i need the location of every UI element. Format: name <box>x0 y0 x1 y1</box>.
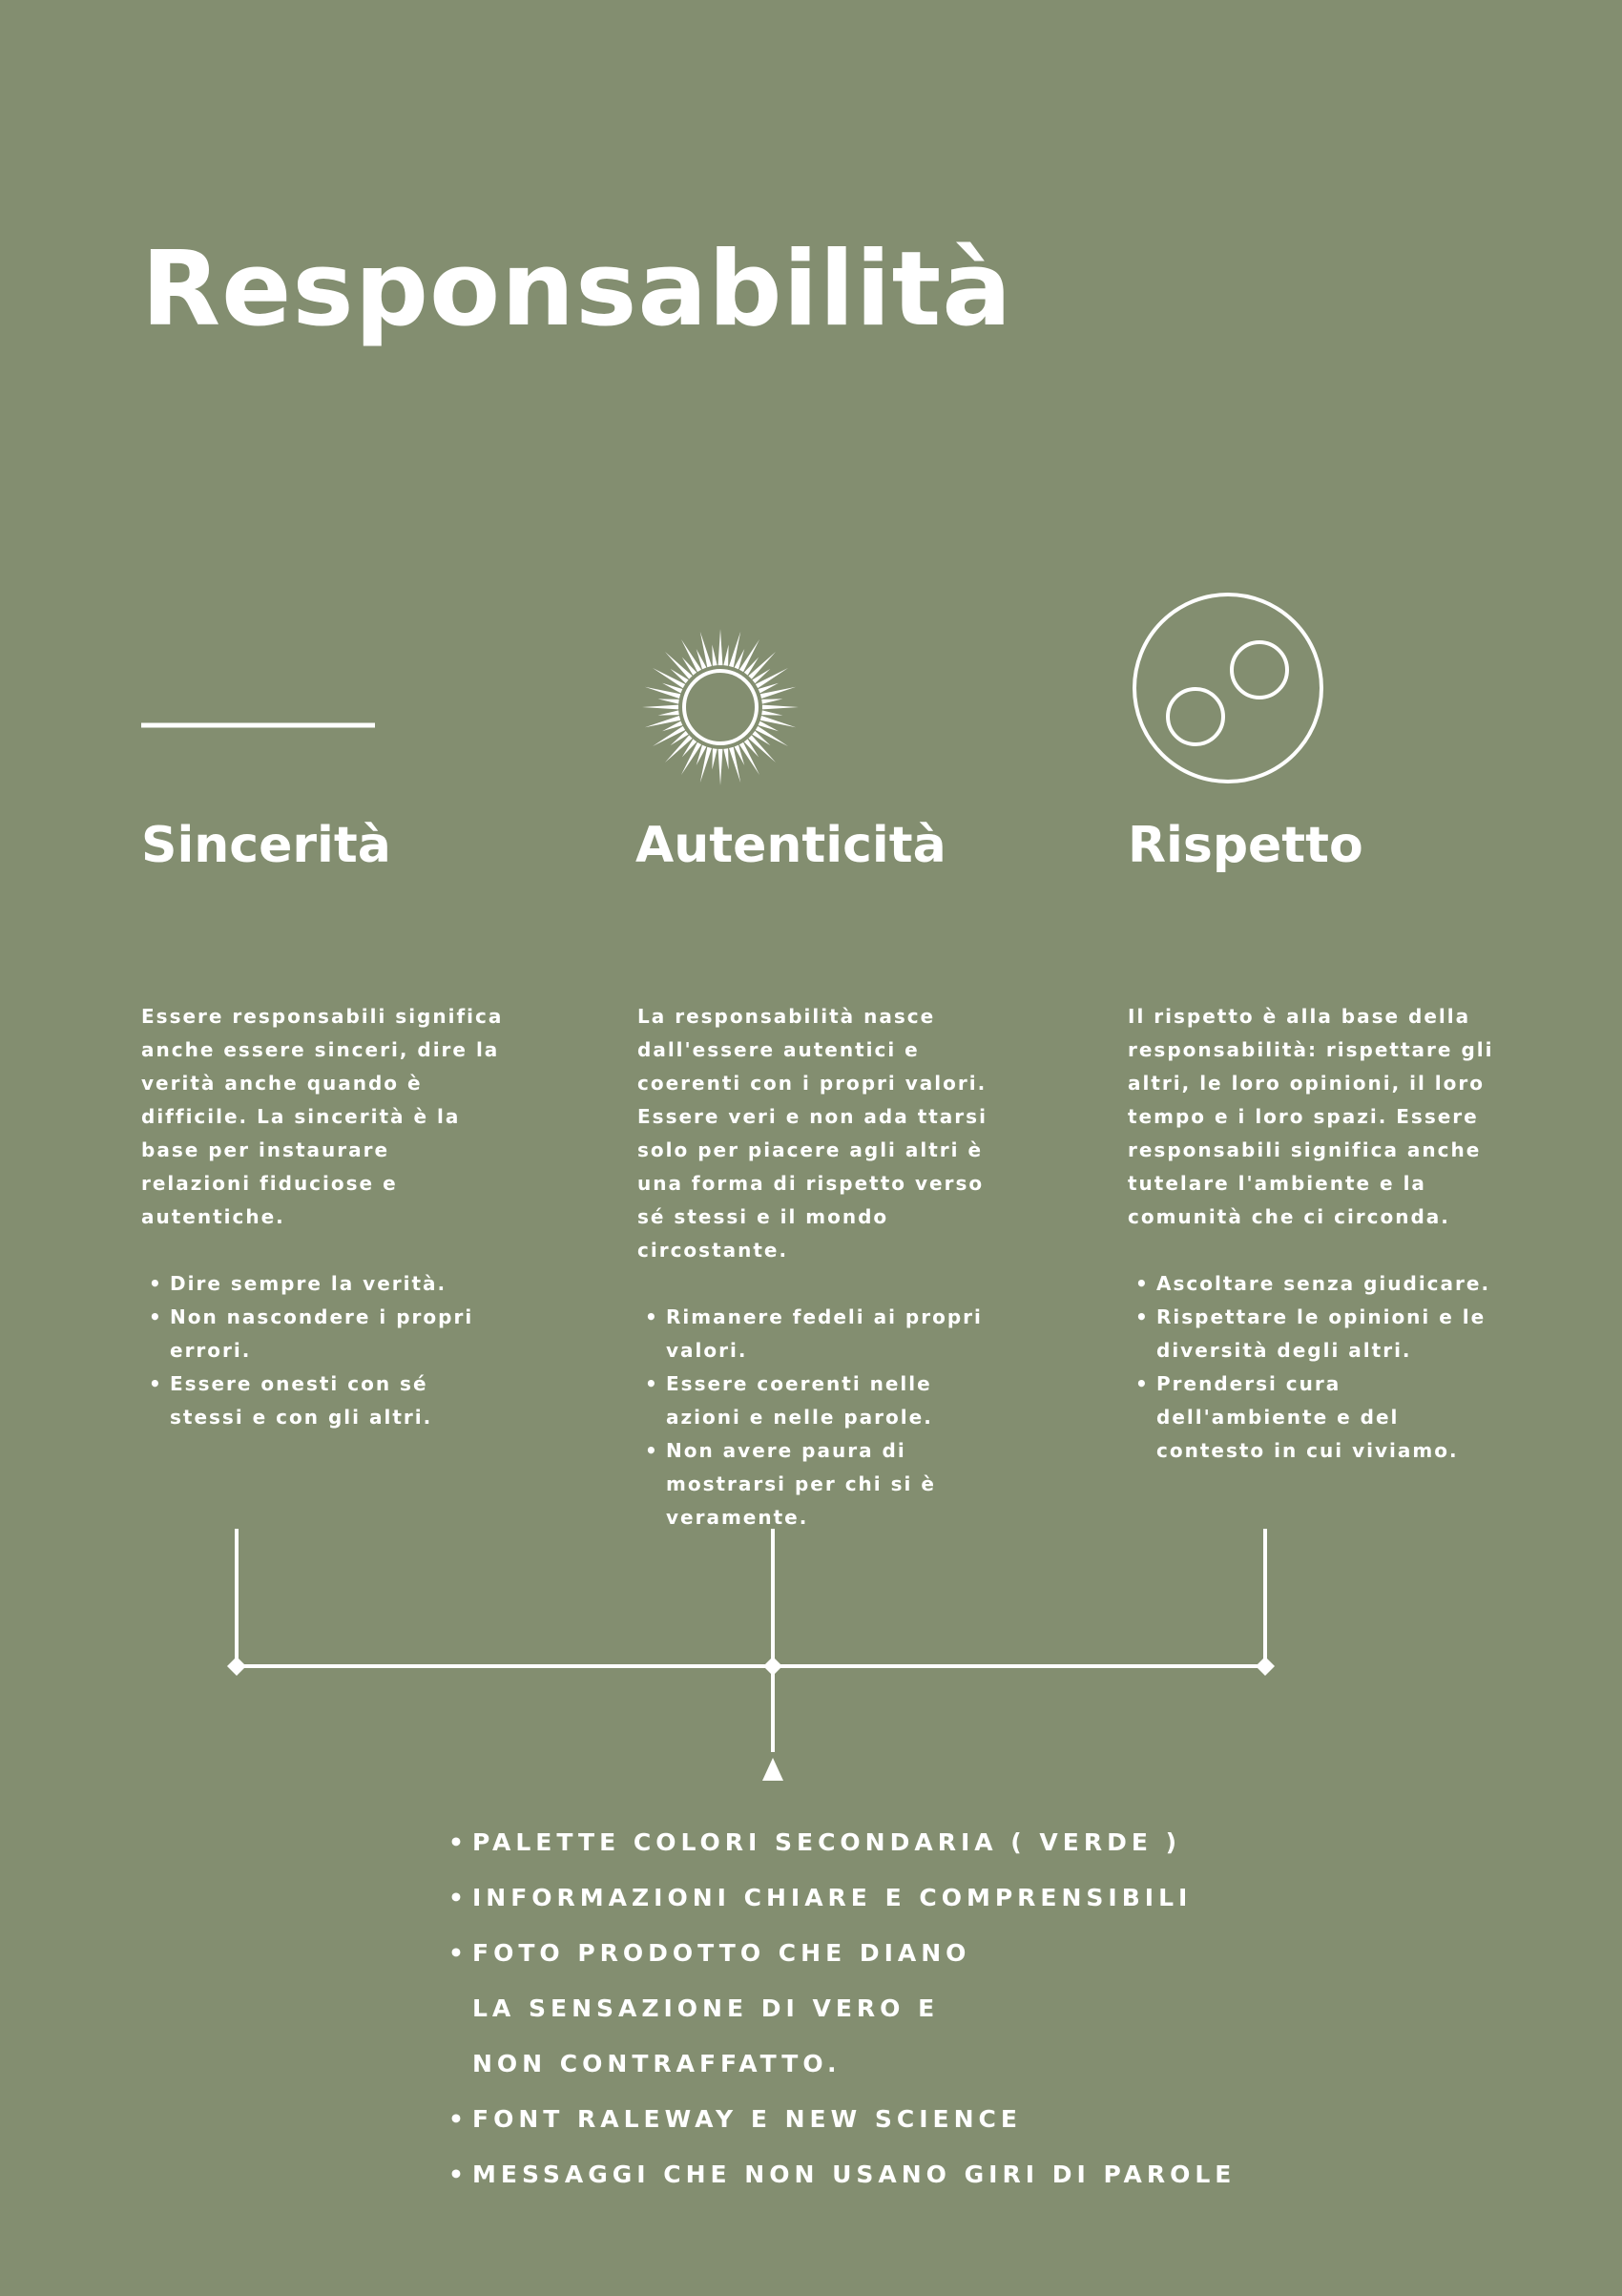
heading-rispetto: Rispetto <box>1128 817 1363 874</box>
list-item: • FONT RALEWAY E NEW SCIENCE <box>448 2092 1498 2147</box>
arrow-up-icon <box>762 1758 783 1781</box>
page-title: Responsabilità <box>141 230 1013 349</box>
diamond-node-center <box>763 1657 782 1676</box>
paragraph-autenticita: La responsabilità nasce dall'essere autentici e coerenti con i propri valori. Essere veri e non ada ttarsi solo per piacere agli altri è una forma di rispetto verso sé stessi e il mondo circostante. <box>637 1005 988 1262</box>
list-item: • Rimanere fedeli ai propri valori. <box>637 1301 1000 1367</box>
list-item: • Dire sempre la verità. <box>141 1267 504 1301</box>
list-item: • PALETTE COLORI SECONDARIA ( VERDE ) <box>448 1815 1498 1870</box>
list-item: • Essere onesti con sé stessi e con gli altri. <box>141 1367 504 1434</box>
paragraph-sincerita: Essere responsabili significa anche essere sinceri, dire la verità anche quando è difficile. La sincerità è la base per instaurare relazioni fiduciose e autentiche. <box>141 1005 504 1228</box>
heading-sincerita: Sincerità <box>141 817 391 874</box>
list-item: • Non nascondere i propri errori. <box>141 1301 504 1367</box>
list-item: • Essere coerenti nelle azioni e nelle parole. <box>637 1367 1000 1434</box>
diamond-node-right <box>1256 1657 1275 1676</box>
heading-autenticita: Autenticità <box>635 817 946 874</box>
paragraph-rispetto: Il rispetto è alla base della responsabilità: rispettare gli altri, le loro opinioni, il loro tempo e i loro spazi. Essere responsabili significa anche tutelare l'ambiente e la comunità che ci circonda. <box>1128 1005 1494 1228</box>
list-item: • Ascoltare senza giudicare. <box>1128 1267 1500 1301</box>
list-item: • INFORMAZIONI CHIARE E COMPRENSIBILI <box>448 1870 1498 1926</box>
list-item: • FOTO PRODOTTO CHE DIANO LA SENSAZIONE DI VERO E NON CONTRAFFATTO. <box>448 1926 988 2092</box>
list-item: • Non avere paura di mostrarsi per chi si è veramente. <box>637 1434 1000 1534</box>
list-item: • MESSAGGI CHE NON USANO GIRI DI PAROLE <box>448 2147 1498 2202</box>
diamond-node-left <box>227 1657 246 1676</box>
list-item: • Rispettare le opinioni e le diversità degli altri. <box>1128 1301 1500 1367</box>
summary-list <box>448 1815 1498 2202</box>
list-item: • Prendersi cura dell'ambiente e del contesto in cui viviamo. <box>1128 1367 1500 1468</box>
